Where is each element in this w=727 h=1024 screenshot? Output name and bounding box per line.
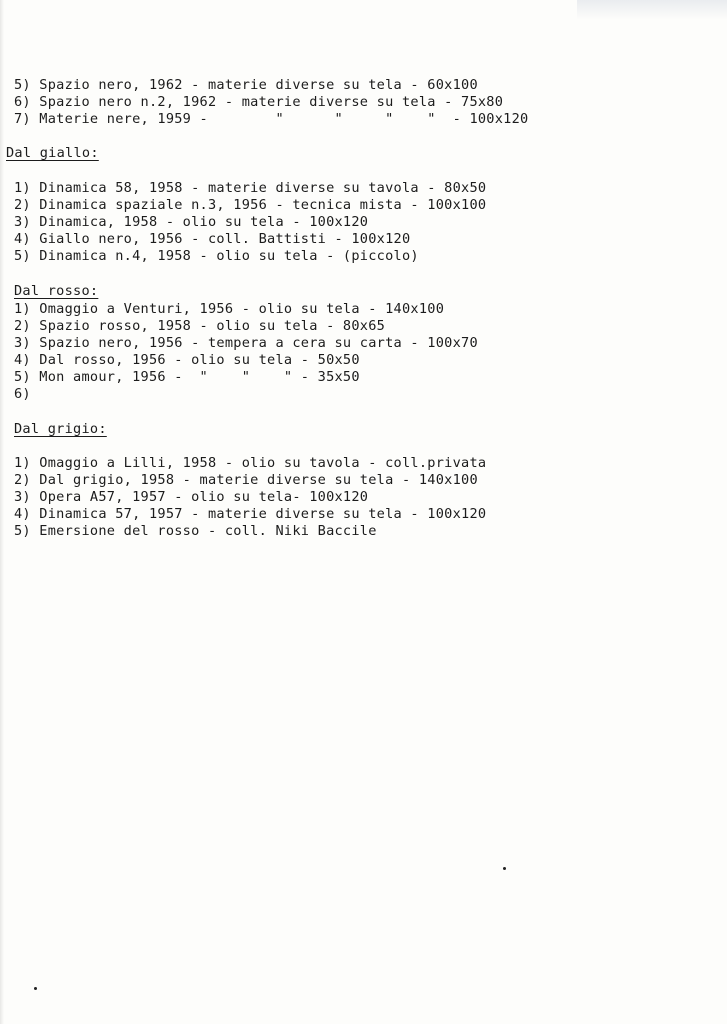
list-item: 3) Spazio nero, 1956 - tempera a cera su carta - 100x70 <box>14 335 478 351</box>
list-item: 5) Mon amour, 1956 - " " " - 35x50 <box>14 369 360 385</box>
scan-left-edge <box>0 0 4 1024</box>
list-item: 4) Dal rosso, 1956 - olio su tela - 50x50 <box>14 352 360 368</box>
list-item: 5) Dinamica n.4, 1958 - olio su tela - (piccolo) <box>14 248 419 264</box>
list-item: 5) Emersione del rosso - coll. Niki Baccile <box>14 523 377 539</box>
list-item: 4) Giallo nero, 1956 - coll. Battisti - 100x120 <box>14 231 411 247</box>
list-item: 3) Dinamica, 1958 - olio su tela - 100x120 <box>14 214 369 230</box>
list-item: 4) Dinamica 57, 1957 - materie diverse su tela - 100x120 <box>14 506 487 522</box>
list-item: 6) Spazio nero n.2, 1962 - materie diverse su tela - 75x80 <box>14 94 504 110</box>
list-item: 1) Dinamica 58, 1958 - materie diverse su tavola - 80x50 <box>14 180 487 196</box>
list-item: 5) Spazio nero, 1962 - materie diverse su tela - 60x100 <box>14 77 478 93</box>
list-item: 2) Spazio rosso, 1958 - olio su tela - 80x65 <box>14 318 386 334</box>
section-heading-rosso: Dal rosso: <box>14 283 99 299</box>
list-item: 2) Dinamica spaziale n.3, 1956 - tecnica mista - 100x100 <box>14 197 487 213</box>
section-heading-giallo: Dal giallo: <box>6 145 99 161</box>
list-item: 3) Opera A57, 1957 - olio su tela- 100x120 <box>14 489 369 505</box>
scan-edge-shadow <box>577 0 727 20</box>
list-item: 6) <box>14 386 31 402</box>
list-item: 2) Dal grigio, 1958 - materie diverse su tela - 140x100 <box>14 472 478 488</box>
list-item: 1) Omaggio a Lilli, 1958 - olio su tavola - coll.privata <box>14 455 487 471</box>
ink-speck <box>503 867 506 870</box>
section-heading-grigio: Dal grigio: <box>14 421 107 437</box>
list-item: 7) Materie nere, 1959 - " " " " - 100x120 <box>14 111 529 127</box>
list-item: 1) Omaggio a Venturi, 1956 - olio su tela - 140x100 <box>14 301 445 317</box>
ink-speck <box>34 987 37 990</box>
